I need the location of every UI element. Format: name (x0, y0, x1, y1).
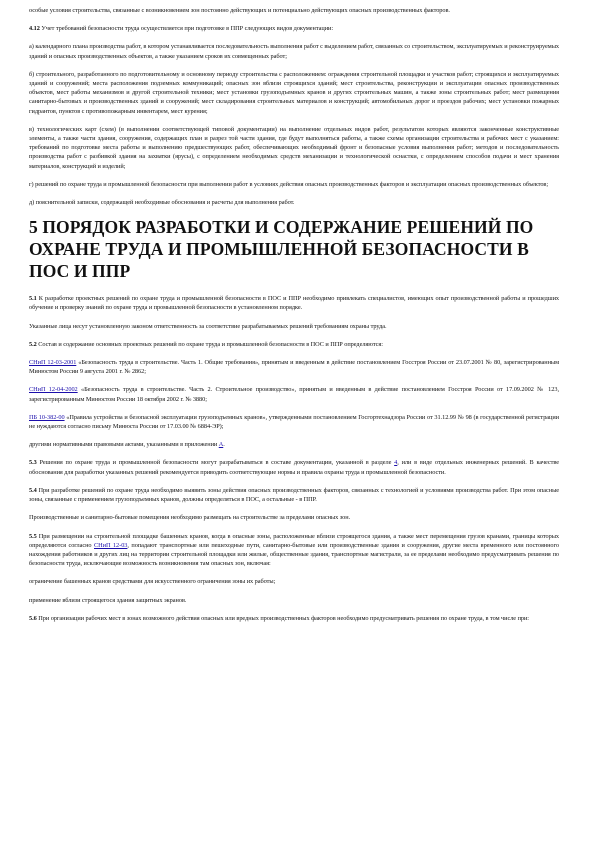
paragraph-crane-limits: ограничение башенных кранов средствами для искусственного ограничения зоны их работы; (29, 578, 276, 586)
snip-12-04-link[interactable]: СНиП 12-04-2002 (29, 386, 78, 394)
reference-text: другими нормативными правовыми актами, указанными в приложении (29, 441, 219, 449)
reference-text: «Безопасность труда в строительстве. Часть 2. Строительное производство», принятым и введенным в действие постановлением Госстроя России от 17.09.2002 № 123, зарегистрированным Минюстом России 18 октября 2002 г. № 3880; (29, 386, 559, 403)
paragraph-text: При разработке решений по охране труда необходимо выявить зоны действия опасных производственных факторов, связанных с технологией и условиями производства работ. При этом опасные зоны, связанные с применением грузоподъемных кранов, должны определяться в ПОС, а остальные - в ППР. (29, 486, 559, 504)
list-item-a: а) календарного плана производства работ, в котором устанавливается последовательность выполнения работ с выделением работ, связанных со строительством, эксплуатируемых и реконструируемых зданий и опасных производственных объектов, а также указанием сроков их совмещенных работ; (29, 43, 559, 60)
list-item-d: д) пояснительной записки, содержащей необходимые обоснования и расчеты для выполнения работ. (29, 199, 295, 207)
appendix-a-link[interactable]: А (218, 441, 224, 449)
list-item-b: б) строительного, разработанного по подготовительному и основному периоду строительства с расположением: ограждения строительной площадки и участков работ; строящихся и эксплуатируемых зданий и сооружений; места расположения подземных коммуникаций; опасных зон вблизи строящихся зданий; мест строительства, реконструкции и эксплуатации опасных производственных объектов, мест работы механизмов и другой строительной техники; мест установки грузоподъемных кранов и других строительных машин, а также зоны строительных работ; мест размещения санитарно-бытовых и производственных зданий и сооружений; мест складирования строительных материалов и конструкций; автомобильных дорог и проездов рабочих; мест установки пожарных гидрантов, пунктов с противопожарным инвентарем, мест курения; (29, 70, 559, 115)
document-page (29, 6, 559, 632)
paragraph-4-12 (29, 24, 559, 33)
clause-number: 5.2 (29, 340, 37, 348)
reference-pb-10-382 (29, 413, 559, 431)
snip-12-03-inline-link[interactable]: СНиП 12-03 (94, 541, 128, 549)
clause-number: 5.3 (29, 459, 37, 467)
paragraph-5-3 (29, 458, 559, 476)
paragraph-text: , или в виде отдельных инженерных решений. В качестве обоснования для разработки указанных решений рекомендуется приводить соответствующие нормы и правила охраны труда и промышленной безопасности. (29, 459, 559, 476)
paragraph-text: При организации рабочих мест в зонах возможного действия опасных или вредных производственных факторов необходимо предусматривать решения по охране труда, в том числе при: (36, 614, 530, 622)
reference-text: «Безопасность труда в строительстве. Часть 1. Общие требования», принятым и введенным в действие постановлением Госстроя России от 23.07.2001 № 80, зарегистрированным Минюстом России 9 августа 2001 г. № 2862; (29, 359, 560, 376)
paragraph-sanitary: Производственные и санитарно-бытовые помещения необходимо размещать на строительстве за пределами опасных зон. (29, 514, 351, 522)
list-item-g: г) решений по охране труда и промышленной безопасности при выполнении работ в условиях действия опасных производственных факторов и эксплуатации опасных производственных объектов; (29, 180, 549, 188)
reference-snip-12-03 (29, 358, 559, 376)
paragraph-intro: особые условия строительства, связанные с возникновением зон постоянно действующих и потенциально действующих опасных производственных факторов. (29, 7, 450, 14)
list-item-v: в) технологических карт (схем) (в выполнении соответствующей типовой документации) на выполнение отдельных видов работ, результатом которых являются законченные конструктивные элементы, а также части здания, сооружения, содержащих план и разрез той части здания, где будут выполняться работы, а также схемы организации строительства и рабочих мест с указанием: требований по подготовке места работы и выполнению предшествующих работ, обеспечивающих необходимый фронт и безопасные условия выполнения работ; методов и последовательность производства работ с разбивкой здания на захватки (ярусы), с определением необходимых средств механизации и технологической оснастки, с определением способов подачи и мест хранения материалов, конструкций и изделий; (29, 125, 559, 170)
paragraph-text: Учет требований безопасности труда осуществляется при подготовке в ППР следующих видов документации: (39, 25, 334, 33)
paragraph-5-6 (29, 614, 559, 623)
clause-number: 4.12 (29, 25, 40, 33)
section-heading: 5 ПОРЯДОК РАЗРАБОТКИ И СОДЕРЖАНИЕ РЕШЕНИЙ ПО ОХРАНЕ ТРУДА И ПРОМЫШЛЕННОЙ БЕЗОПАСНОСТИ В ПОС И ППР (29, 217, 534, 282)
paragraph-text: Решения по охране труда и промышленной безопасности могут разрабатываться в составе документации, указанной в разделе (36, 459, 395, 467)
paragraph-responsibility: Указанные лица несут установленную законом ответственность за соответствие разрабатываемых решений требованиям охраны труда. (29, 322, 387, 330)
paragraph-5-5 (29, 532, 559, 569)
clause-number: 5.1 (29, 295, 37, 303)
paragraph-text: При размещении на строительной площадке башенных кранов, когда в опасные зоны, расположенные вблизи строящегося здания, а также мест перемещения грузов кранами, границы которых определяются согласно (29, 532, 559, 549)
reference-text: «Правила устройства и безопасной эксплуатации грузоподъемных кранов», утвержденными постановлением Госгортехнадзора России от 31.12.99 № 98 (в государственной регистрации не нуждаются согласно письму Минюста России от 17.03.00 № 6884-ЭР); (29, 413, 560, 431)
reference-other-acts (29, 440, 559, 449)
paragraph-text: , попадают транспортные или пешеходные пути, санитарно-бытовые или производственные здания и сооружения, другие места временного или постоянного нахождения работников и других лиц на территории строительной площадки или жилые, общественные здания, транспортные магистрали, за ее пределами необходимо предусматривать решения по безопасности труда, исключающие возможность возникновения там опасных зон, включая: (29, 541, 560, 568)
paragraph-screens: применение вблизи строящегося здания защитных экранов. (29, 596, 187, 604)
paragraph-text: К разработке проектных решений по охране труда и промышленной безопасности в ПОС и ППР необходимо привлекать специалистов, имеющих опыт производственной работы и прошедших обучение и проверку знаний по охране труда и промышленной безопасности в установленном порядке. (29, 295, 559, 312)
pb-10-382-link[interactable]: ПБ 10-382-00 (29, 413, 65, 421)
paragraph-5-2 (29, 340, 559, 349)
clause-number: 5.5 (29, 532, 37, 540)
clause-number: 5.4 (29, 486, 37, 494)
reference-snip-12-04 (29, 385, 559, 403)
paragraph-5-1 (29, 294, 559, 312)
clause-number: 5.6 (29, 614, 37, 622)
punctuation: . (223, 441, 225, 449)
paragraph-5-4 (29, 486, 559, 504)
paragraph-text: Состав и содержание основных проектных решений по охране труда и промышленной безопасности в ПОС и ППР определяются: (36, 340, 383, 348)
snip-12-03-link[interactable]: СНиП 12-03-2001 (29, 359, 77, 367)
section-4-link[interactable]: 4 (394, 459, 398, 467)
